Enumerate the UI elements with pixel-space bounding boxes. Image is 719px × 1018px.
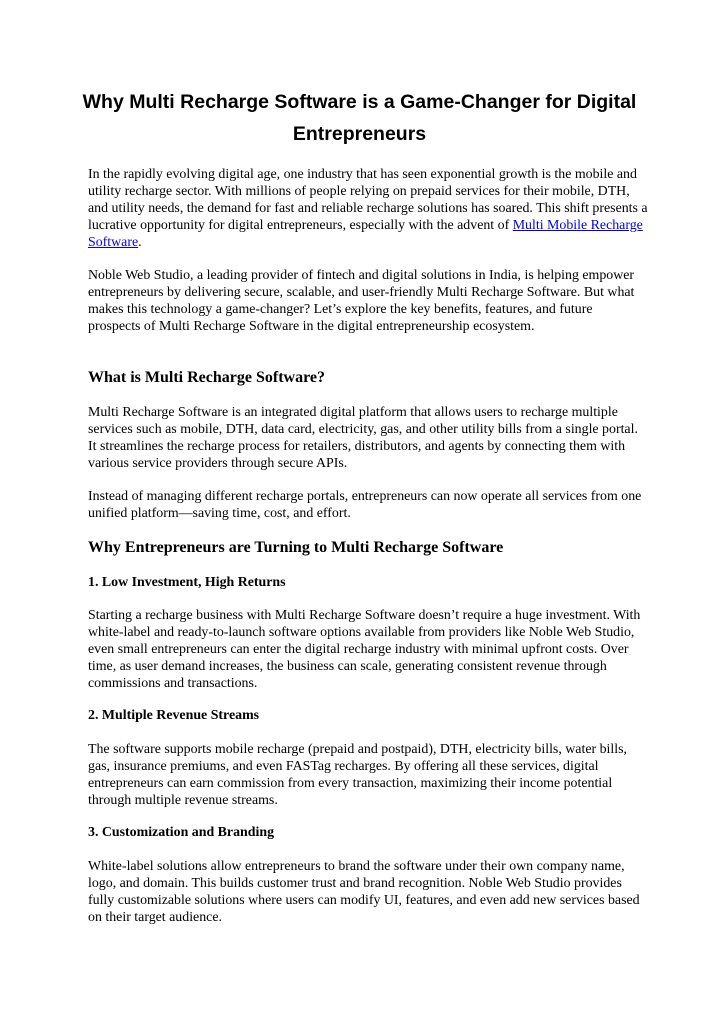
revenue-streams-paragraph: The software supports mobile recharge (prepaid and postpaid), DTH, electricity bills, water bills, gas, insurance premiums, and even FASTag recharges. By offering all these services, digital entrepreneurs can earn commission from every transaction, maximizing their income potential through multiple revenue streams. [88, 742, 628, 808]
intro-paragraph [88, 166, 648, 251]
intro-text-end: . [138, 235, 142, 250]
subheading-revenue-streams: 2. Multiple Revenue Streams [88, 708, 260, 723]
multi-mobile-recharge-software-link[interactable]: Multi Mobile Recharge Software [88, 218, 643, 250]
intro-text: In the rapidly evolving digital age, one industry that has seen exponential growth is the mobile and utility recharge sector. With millions of people relying on prepaid services for their mobile, DTH, and utility needs, the demand for fast and reliable recharge solutions has soared. This shift presents a lucrative opportunity for digital entrepreneurs, especially with the advent of [88, 167, 648, 233]
section-heading-what-is: What is Multi Recharge Software? [88, 369, 325, 386]
subheading-customization: 3. Customization and Branding [88, 825, 275, 840]
what-is-paragraph: Multi Recharge Software is an integrated digital platform that allows users to recharge multiple services such as mobile, DTH, data card, electricity, gas, and other utility bills from a single portal. It streamlines the recharge process for retailers, distributors, and agents by connecting them with various service providers through secure APIs. [88, 405, 638, 471]
section-heading-why-entrepreneurs: Why Entrepreneurs are Turning to Multi Recharge Software [88, 539, 504, 556]
customization-paragraph: White-label solutions allow entrepreneurs to brand the software under their own company name, logo, and domain. This builds customer trust and brand recognition. Noble Web Studio provides fully customizable solutions where users can modify UI, features, and even add new services based on their target audience. [88, 859, 640, 925]
low-investment-paragraph: Starting a recharge business with Multi Recharge Software doesn’t require a huge investment. With white-label and ready-to-launch software options available from providers like Noble Web Studio, even small entrepreneurs can enter the digital recharge industry with minimal upfront costs. Over time, as user demand increases, the business can scale, generating consistent revenue through commissions and transactions. [88, 608, 641, 691]
document-title: Why Multi Recharge Software is a Game-Changer for Digital Entrepreneurs [82, 91, 637, 145]
noble-web-studio-paragraph: Noble Web Studio, a leading provider of fintech and digital solutions in India, is helping empower entrepreneurs by delivering secure, scalable, and user-friendly Multi Recharge Software. But what makes this technology a game-changer? Let’s explore the key benefits, features, and future prospects of Multi Recharge Software in the digital entrepreneurship ecosystem. [88, 268, 635, 334]
unified-platform-paragraph: Instead of managing different recharge portals, entrepreneurs can now operate all services from one unified platform—saving time, cost, and effort. [88, 489, 642, 521]
subheading-low-investment: 1. Low Investment, High Returns [88, 575, 286, 590]
